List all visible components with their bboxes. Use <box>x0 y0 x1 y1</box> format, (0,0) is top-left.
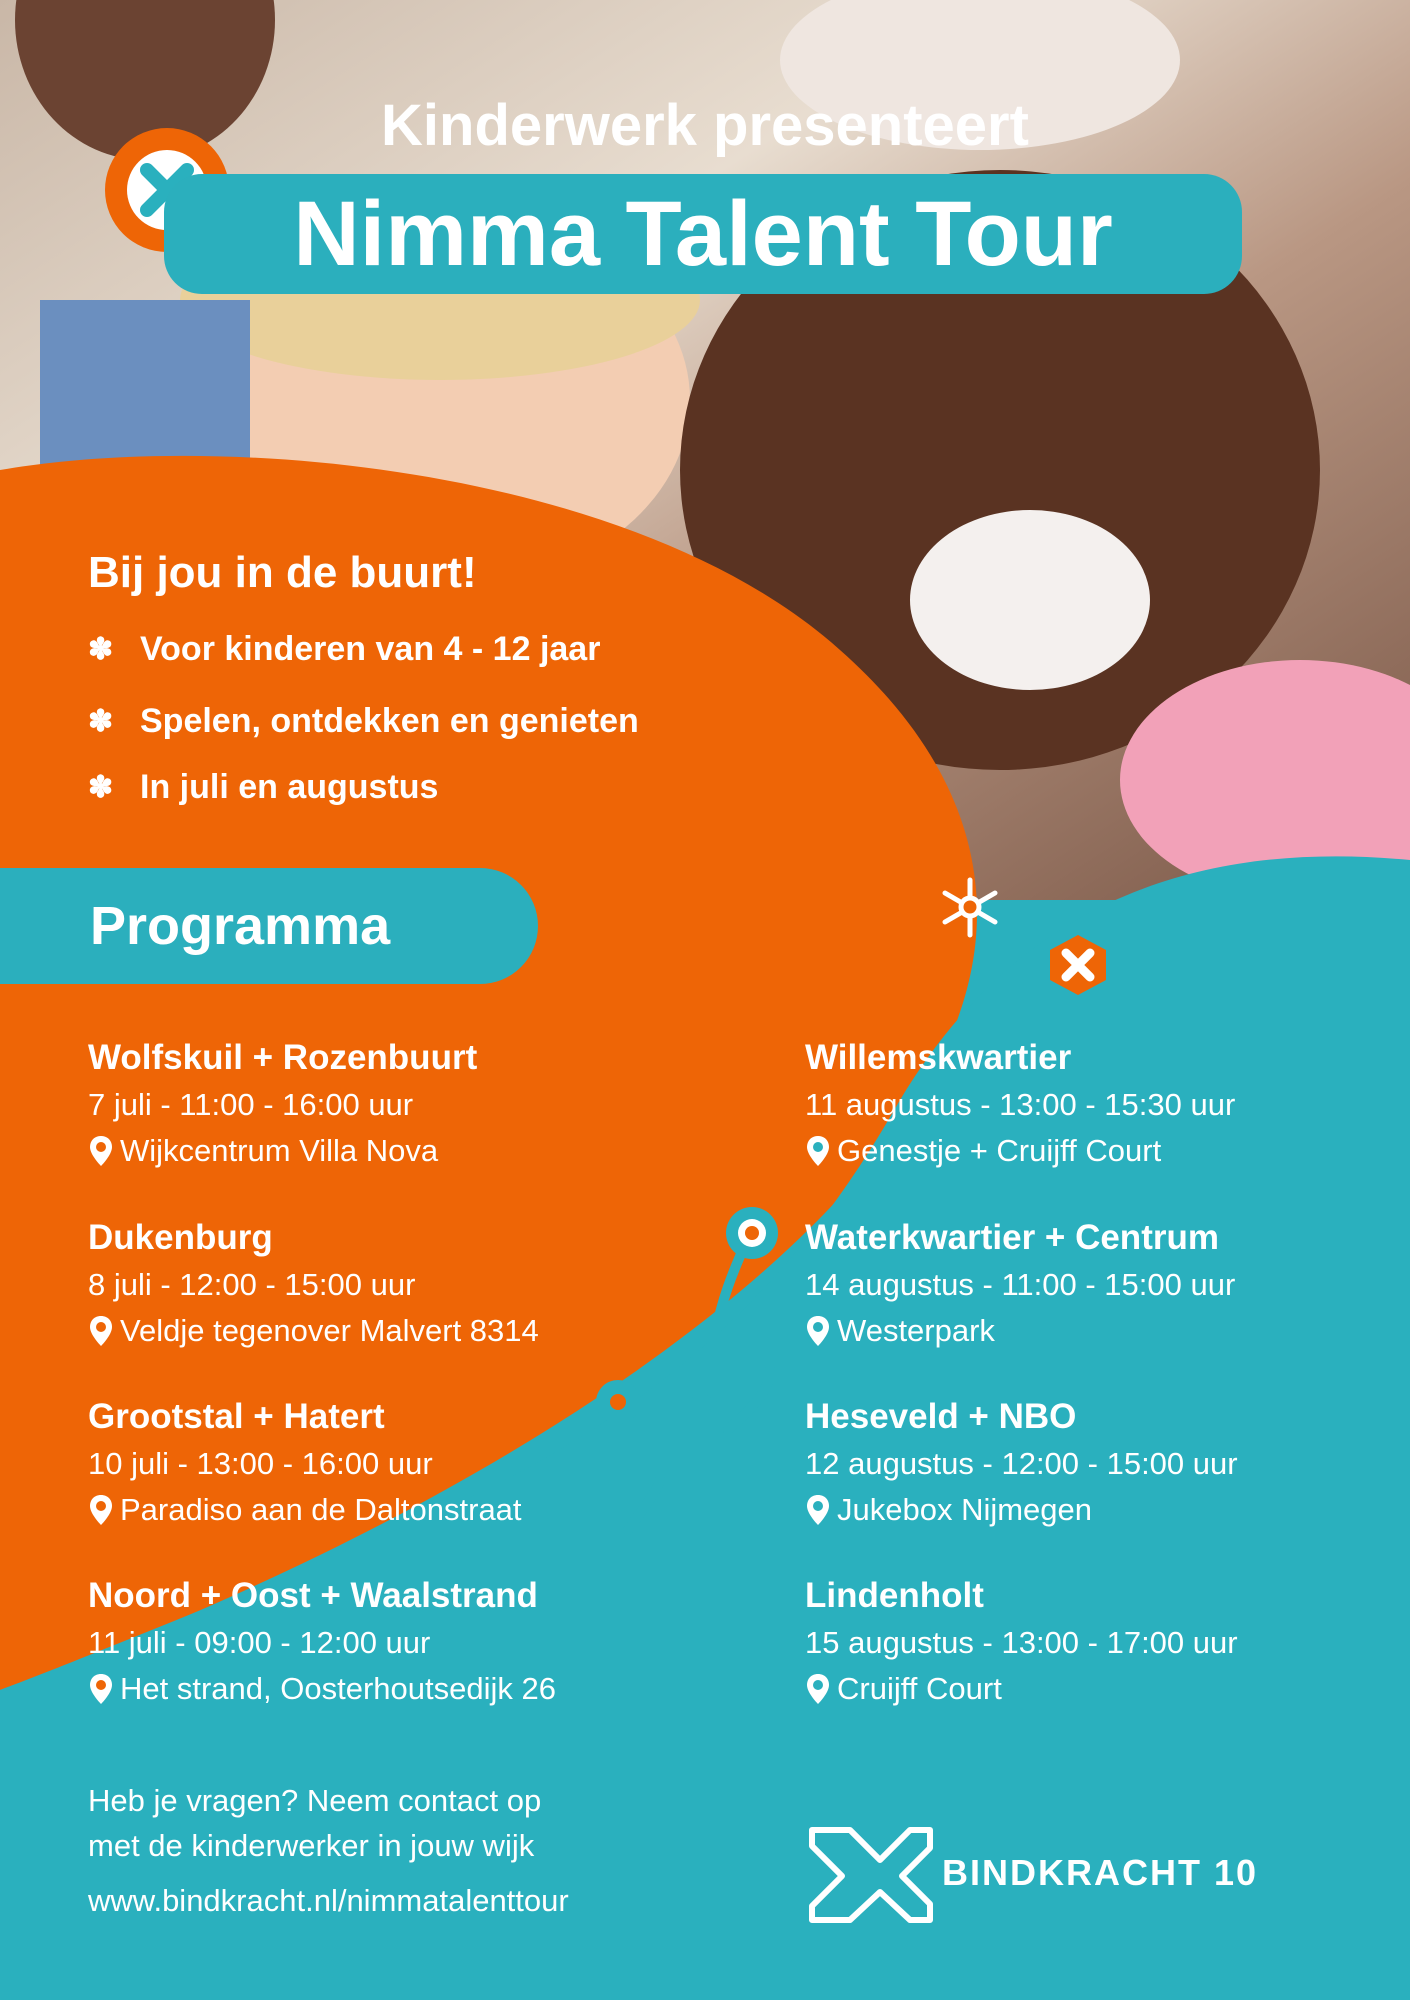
intro-bullet-text: Voor kinderen van 4 - 12 jaar <box>140 630 601 668</box>
event-time: 15 augustus - 13:00 - 17:00 uur <box>805 1625 1238 1660</box>
bullet-star-icon: ✽ <box>88 705 114 738</box>
event-location <box>805 1487 1365 1533</box>
event-item <box>88 1216 648 1354</box>
event-location-text: Wijkcentrum Villa Nova <box>120 1133 439 1168</box>
intro-bullet <box>88 702 639 741</box>
event-location-text: Veldje tegenover Malvert 8314 <box>120 1313 539 1348</box>
location-pin-icon <box>805 1315 831 1347</box>
page-title: Nimma Talent Tour <box>293 183 1113 285</box>
event-item <box>805 1574 1365 1712</box>
event-name: Dukenburg <box>88 1218 273 1257</box>
location-pin-icon <box>88 1135 114 1167</box>
event-location-text: Jukebox Nijmegen <box>837 1492 1093 1527</box>
event-time: 11 augustus - 13:00 - 15:30 uur <box>805 1087 1236 1122</box>
event-location-text: Genestje + Cruijff Court <box>837 1133 1162 1168</box>
header-subtitle: Kinderwerk presenteert <box>381 93 1029 158</box>
event-location-text: Paradiso aan de Daltonstraat <box>120 1492 522 1527</box>
event-time: 12 augustus - 12:00 - 15:00 uur <box>805 1446 1238 1481</box>
location-pin-icon <box>805 1135 831 1167</box>
event-time: 7 juli - 11:00 - 16:00 uur <box>88 1087 414 1122</box>
event-location <box>88 1666 648 1712</box>
bullet-star-icon: ✽ <box>88 771 114 804</box>
event-time: 14 augustus - 11:00 - 15:00 uur <box>805 1267 1236 1302</box>
event-location <box>88 1308 648 1354</box>
event-time: 10 juli - 13:00 - 16:00 uur <box>88 1446 433 1481</box>
event-name: Heseveld + NBO <box>805 1397 1077 1436</box>
programma-heading: Programma <box>90 896 391 956</box>
location-pin-icon <box>805 1673 831 1705</box>
event-item <box>88 1036 648 1174</box>
event-item <box>88 1395 648 1533</box>
event-name: Waterkwartier + Centrum <box>805 1218 1219 1257</box>
website-link[interactable]: www.bindkracht.nl/nimmatalenttour <box>88 1883 569 1918</box>
event-location <box>805 1128 1365 1174</box>
event-location <box>805 1666 1365 1712</box>
event-item <box>805 1216 1365 1354</box>
event-location <box>88 1487 648 1533</box>
event-time: 11 juli - 09:00 - 12:00 uur <box>88 1625 431 1660</box>
event-time: 8 juli - 12:00 - 15:00 uur <box>88 1267 416 1302</box>
intro-bullet-text: In juli en augustus <box>140 768 439 806</box>
event-name: Willemskwartier <box>805 1038 1072 1077</box>
event-location <box>805 1308 1365 1354</box>
bindkracht-logo-text: BINDKRACHT 10 <box>942 1852 1259 1893</box>
event-name: Lindenholt <box>805 1576 984 1615</box>
intro-bullet-text: Spelen, ontdekken en genieten <box>140 702 639 740</box>
event-location <box>88 1128 648 1174</box>
contact-line: Heb je vragen? Neem contact op <box>88 1783 542 1818</box>
event-item <box>805 1395 1365 1533</box>
event-name: Grootstal + Hatert <box>88 1397 385 1436</box>
intro-bullet <box>88 630 600 669</box>
event-location-text: Het strand, Oosterhoutsedijk 26 <box>120 1671 556 1706</box>
event-item <box>805 1036 1365 1174</box>
location-pin-icon <box>88 1673 114 1705</box>
event-item <box>88 1574 648 1712</box>
bullet-star-icon: ✽ <box>88 633 114 666</box>
intro-bullet <box>88 768 438 807</box>
contact-line: met de kinderwerker in jouw wijk <box>88 1828 535 1863</box>
event-name: Noord + Oost + Waalstrand <box>88 1576 538 1615</box>
intro-heading: Bij jou in de buurt! <box>88 548 477 597</box>
location-pin-icon <box>88 1494 114 1526</box>
location-pin-icon <box>88 1315 114 1347</box>
location-pin-icon <box>805 1494 831 1526</box>
event-location-text: Westerpark <box>837 1313 995 1348</box>
event-name: Wolfskuil + Rozenbuurt <box>88 1038 478 1077</box>
event-location-text: Cruijff Court <box>837 1671 1002 1706</box>
